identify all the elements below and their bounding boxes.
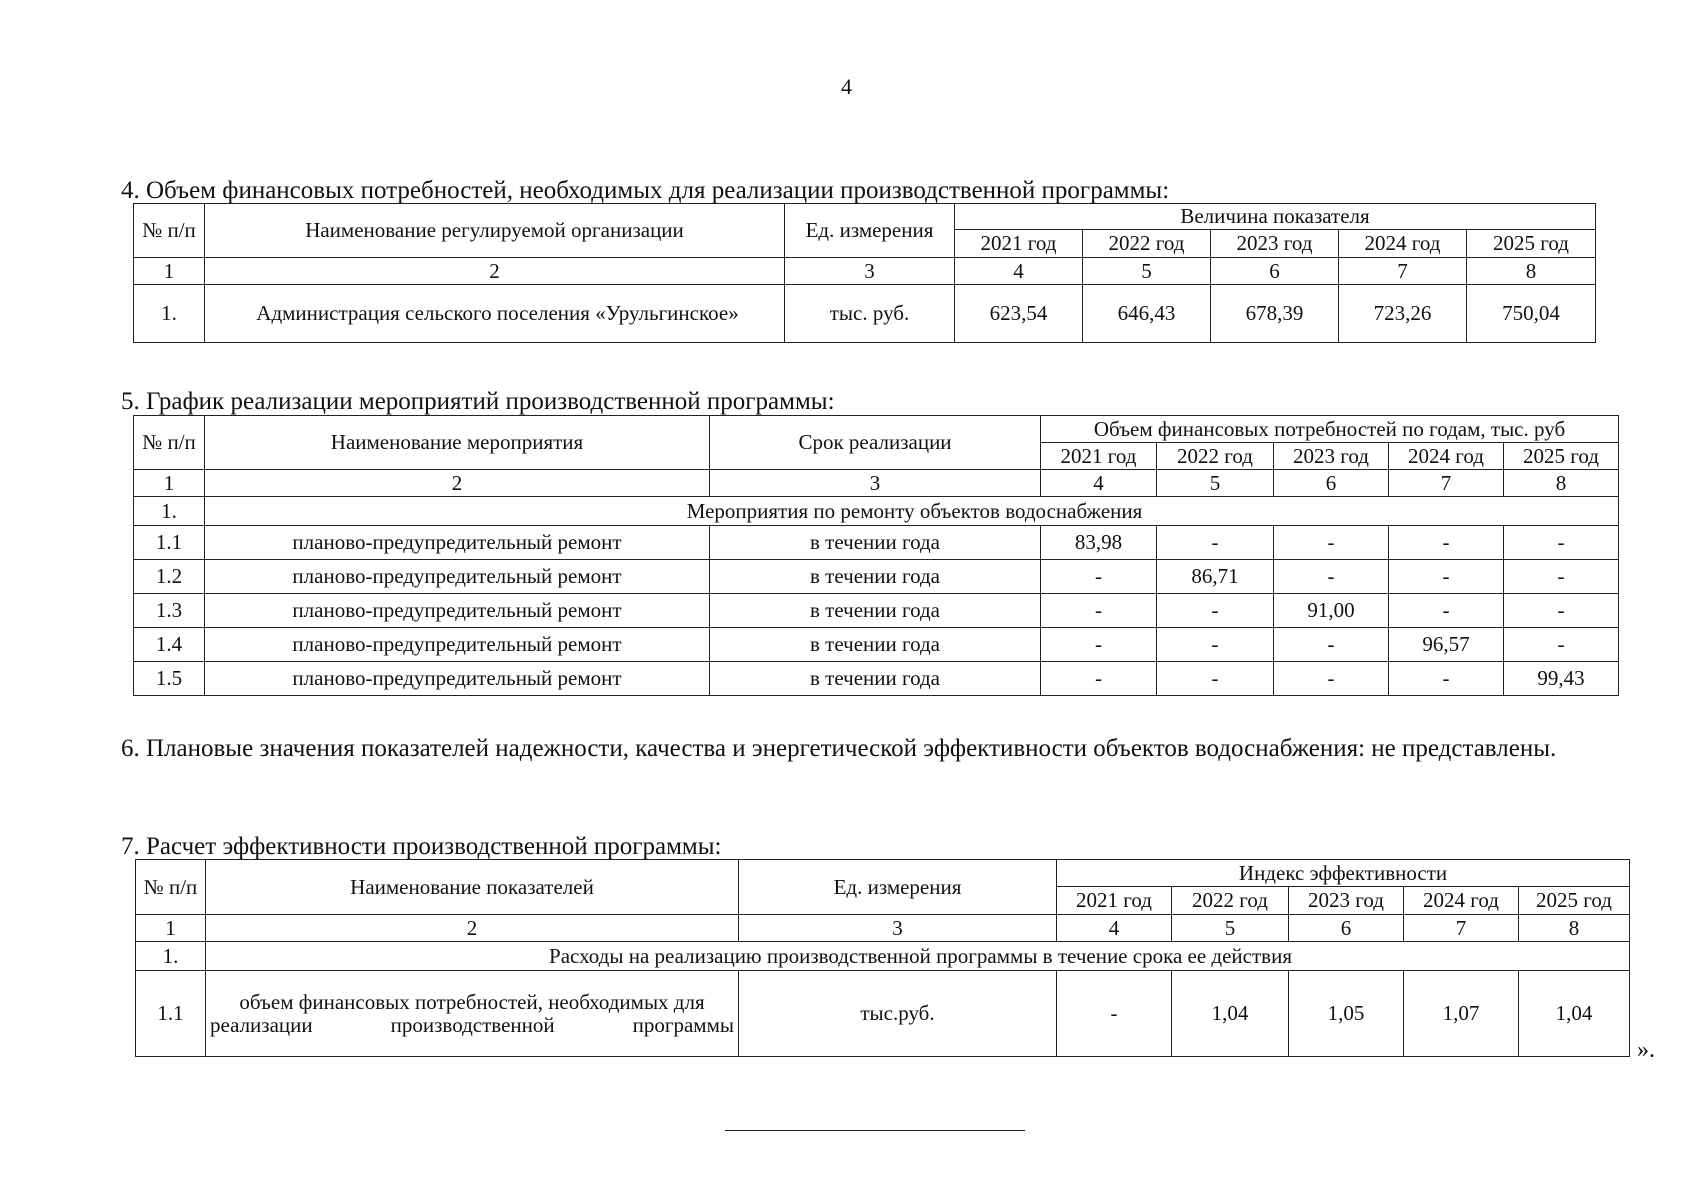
row-value: -	[1041, 628, 1157, 662]
row-value: -	[1274, 526, 1389, 560]
group-row	[134, 497, 1619, 526]
row-measure-name: планово-предупредительный ремонт	[205, 560, 710, 594]
closing-quote: ».	[1637, 1037, 1655, 1063]
group-row	[136, 942, 1630, 971]
header-group: Объем финансовых потребностей по годам, тыс. руб	[1041, 416, 1619, 443]
section-4-table	[133, 203, 1596, 343]
index-row	[134, 470, 1619, 497]
section-7-table	[135, 859, 1630, 1057]
header-year: 2022 год	[1172, 887, 1289, 915]
index-cell: 7	[1389, 470, 1504, 497]
header-unit: Ед. измерения	[785, 204, 955, 258]
bottom-divider	[725, 1130, 1025, 1131]
table-row	[136, 971, 1630, 1057]
index-cell: 3	[710, 470, 1041, 497]
header-year: 2025 год	[1519, 887, 1630, 915]
row-value: -	[1157, 662, 1274, 696]
index-row	[136, 915, 1630, 942]
index-cell: 1	[134, 258, 205, 285]
header-year: 2023 год	[1289, 887, 1404, 915]
row-indicator-name: объем финансовых потребностей, необходимых для реализации производственной программы	[206, 971, 739, 1057]
section-7-title: 7. Расчет эффективности производственной программы:	[121, 833, 722, 860]
index-cell: 3	[739, 915, 1057, 942]
header-year: 2024 год	[1404, 887, 1519, 915]
row-value: 86,71	[1157, 560, 1274, 594]
row-unit: тыс.руб.	[739, 971, 1057, 1057]
index-cell: 7	[1339, 258, 1467, 285]
table-row	[134, 285, 1596, 343]
index-cell: 8	[1467, 258, 1596, 285]
row-num: 1.2	[134, 560, 205, 594]
header-num: № п/п	[134, 416, 205, 470]
header-year: 2024 год	[1339, 230, 1467, 258]
row-term: в течении года	[710, 594, 1041, 628]
row-num: 1.1	[136, 971, 206, 1057]
index-cell: 2	[206, 915, 739, 942]
row-value: -	[1057, 971, 1172, 1057]
row-value: -	[1389, 662, 1504, 696]
row-num: 1.4	[134, 628, 205, 662]
row-value: 96,57	[1389, 628, 1504, 662]
header-num: № п/п	[134, 204, 205, 258]
header-group: Величина показателя	[955, 204, 1596, 230]
row-value: -	[1274, 560, 1389, 594]
header-unit: Ед. измерения	[739, 860, 1057, 915]
index-cell: 1	[134, 470, 205, 497]
group-row-num: 1.	[136, 942, 206, 971]
index-cell: 1	[136, 915, 206, 942]
row-value: 1,05	[1289, 971, 1404, 1057]
row-value: 646,43	[1083, 285, 1211, 343]
row-term: в течении года	[710, 662, 1041, 696]
header-group: Индекс эффективности	[1057, 860, 1630, 887]
row-value: -	[1157, 594, 1274, 628]
header-year: 2023 год	[1274, 443, 1389, 470]
row-num: 1.	[134, 285, 205, 343]
group-row-num: 1.	[134, 497, 205, 526]
row-value: -	[1157, 628, 1274, 662]
header-indicator-name: Наименование показателей	[206, 860, 739, 915]
row-value: -	[1157, 526, 1274, 560]
index-cell: 4	[1057, 915, 1172, 942]
index-cell: 8	[1519, 915, 1630, 942]
row-measure-name: планово-предупредительный ремонт	[205, 628, 710, 662]
row-num: 1.3	[134, 594, 205, 628]
row-value: -	[1504, 526, 1619, 560]
header-org-name: Наименование регулируемой организации	[205, 204, 785, 258]
index-cell: 2	[205, 258, 785, 285]
row-value: -	[1041, 662, 1157, 696]
table-row	[134, 662, 1619, 696]
row-value: -	[1504, 560, 1619, 594]
index-cell: 5	[1083, 258, 1211, 285]
row-num: 1.5	[134, 662, 205, 696]
header-term: Срок реализации	[710, 416, 1041, 470]
page-number: 4	[841, 74, 852, 99]
row-value: 1,04	[1519, 971, 1630, 1057]
index-cell: 4	[955, 258, 1083, 285]
index-cell: 6	[1274, 470, 1389, 497]
row-measure-name: планово-предупредительный ремонт	[205, 526, 710, 560]
index-cell: 5	[1172, 915, 1289, 942]
index-cell: 2	[205, 470, 710, 497]
row-term: в течении года	[710, 560, 1041, 594]
row-value: -	[1274, 662, 1389, 696]
header-year: 2025 год	[1467, 230, 1596, 258]
index-cell: 3	[785, 258, 955, 285]
row-value: -	[1274, 628, 1389, 662]
row-value: -	[1389, 526, 1504, 560]
index-cell: 6	[1289, 915, 1404, 942]
header-year: 2021 год	[955, 230, 1083, 258]
table-row	[134, 526, 1619, 560]
row-value: 91,00	[1274, 594, 1389, 628]
section-4-title: 4. Объем финансовых потребностей, необходимых для реализации производственной программы:	[121, 177, 1170, 204]
row-value: -	[1041, 594, 1157, 628]
header-num: № п/п	[136, 860, 206, 915]
row-value: 1,07	[1404, 971, 1519, 1057]
header-measure-name: Наименование мероприятия	[205, 416, 710, 470]
section-6-text: 6. Плановые значения показателей надежности, качества и энергетической эффективности объектов водоснабжения: не представлены.	[121, 735, 1557, 762]
row-num: 1.1	[134, 526, 205, 560]
index-cell: 8	[1504, 470, 1619, 497]
row-value: 623,54	[955, 285, 1083, 343]
index-row	[134, 258, 1596, 285]
header-year: 2021 год	[1057, 887, 1172, 915]
group-row-name: Расходы на реализацию производственной программы в течение срока ее действия	[206, 942, 1630, 971]
table-row	[134, 628, 1619, 662]
group-row-name: Мероприятия по ремонту объектов водоснабжения	[205, 497, 1619, 526]
table-row	[134, 594, 1619, 628]
index-cell: 6	[1211, 258, 1339, 285]
row-value: 723,26	[1339, 285, 1467, 343]
row-value: -	[1504, 594, 1619, 628]
row-value: 750,04	[1467, 285, 1596, 343]
row-value: 99,43	[1504, 662, 1619, 696]
row-value: 83,98	[1041, 526, 1157, 560]
section-5-title: 5. График реализации мероприятий производственной программы:	[121, 388, 835, 415]
header-year: 2025 год	[1504, 443, 1619, 470]
header-year: 2021 год	[1041, 443, 1157, 470]
header-year: 2022 год	[1083, 230, 1211, 258]
row-value: -	[1504, 628, 1619, 662]
index-cell: 7	[1404, 915, 1519, 942]
table-row	[134, 560, 1619, 594]
row-value: 1,04	[1172, 971, 1289, 1057]
section-5-table	[133, 415, 1619, 696]
row-measure-name: планово-предупредительный ремонт	[205, 662, 710, 696]
row-unit: тыс. руб.	[785, 285, 955, 343]
header-year: 2024 год	[1389, 443, 1504, 470]
row-term: в течении года	[710, 628, 1041, 662]
header-year: 2022 год	[1157, 443, 1274, 470]
header-year: 2023 год	[1211, 230, 1339, 258]
row-value: -	[1389, 594, 1504, 628]
row-value: 678,39	[1211, 285, 1339, 343]
index-cell: 4	[1041, 470, 1157, 497]
row-value: -	[1041, 560, 1157, 594]
row-org-name: Администрация сельского поселения «Урульгинское»	[205, 285, 785, 343]
row-term: в течении года	[710, 526, 1041, 560]
row-value: -	[1389, 560, 1504, 594]
index-cell: 5	[1157, 470, 1274, 497]
row-measure-name: планово-предупредительный ремонт	[205, 594, 710, 628]
